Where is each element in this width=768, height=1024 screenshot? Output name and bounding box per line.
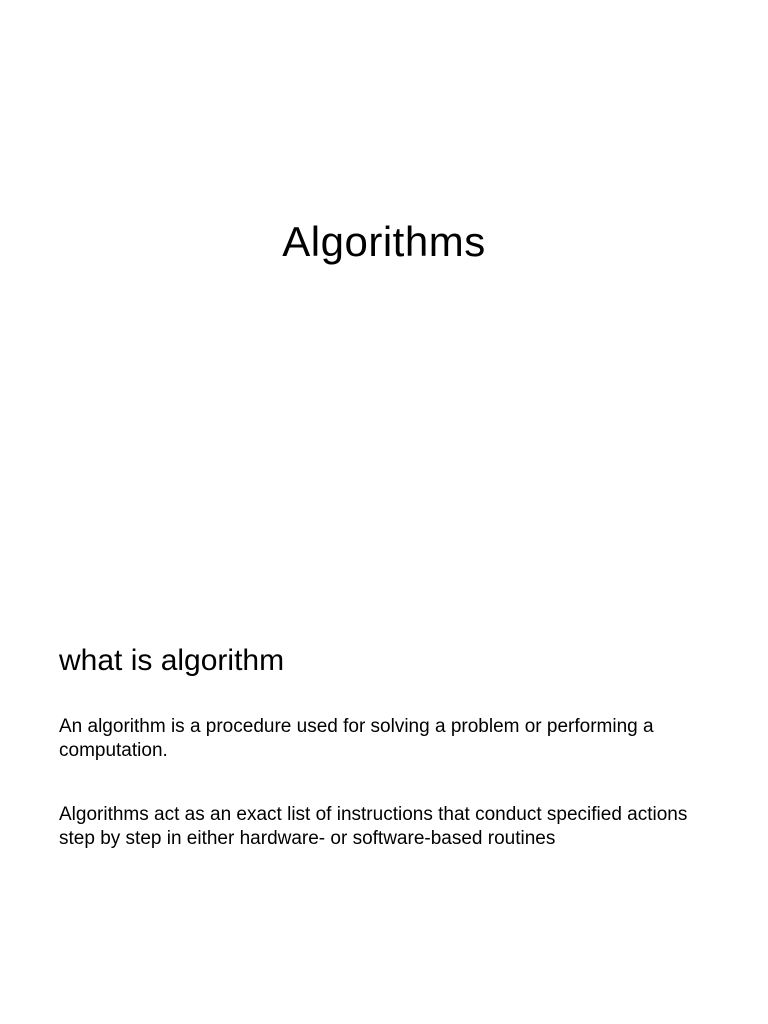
description-paragraph: Algorithms act as an exact list of instructions that conduct specified actions step by step in either hardware- or software-based routines [59,804,688,849]
slide-title: Algorithms [282,218,486,265]
slide-body [59,715,719,891]
slide-heading: what is algorithm [59,644,285,677]
content-slide [0,512,768,1024]
definition-paragraph: An algorithm is a procedure used for solving a problem or performing a computation. [59,716,654,761]
